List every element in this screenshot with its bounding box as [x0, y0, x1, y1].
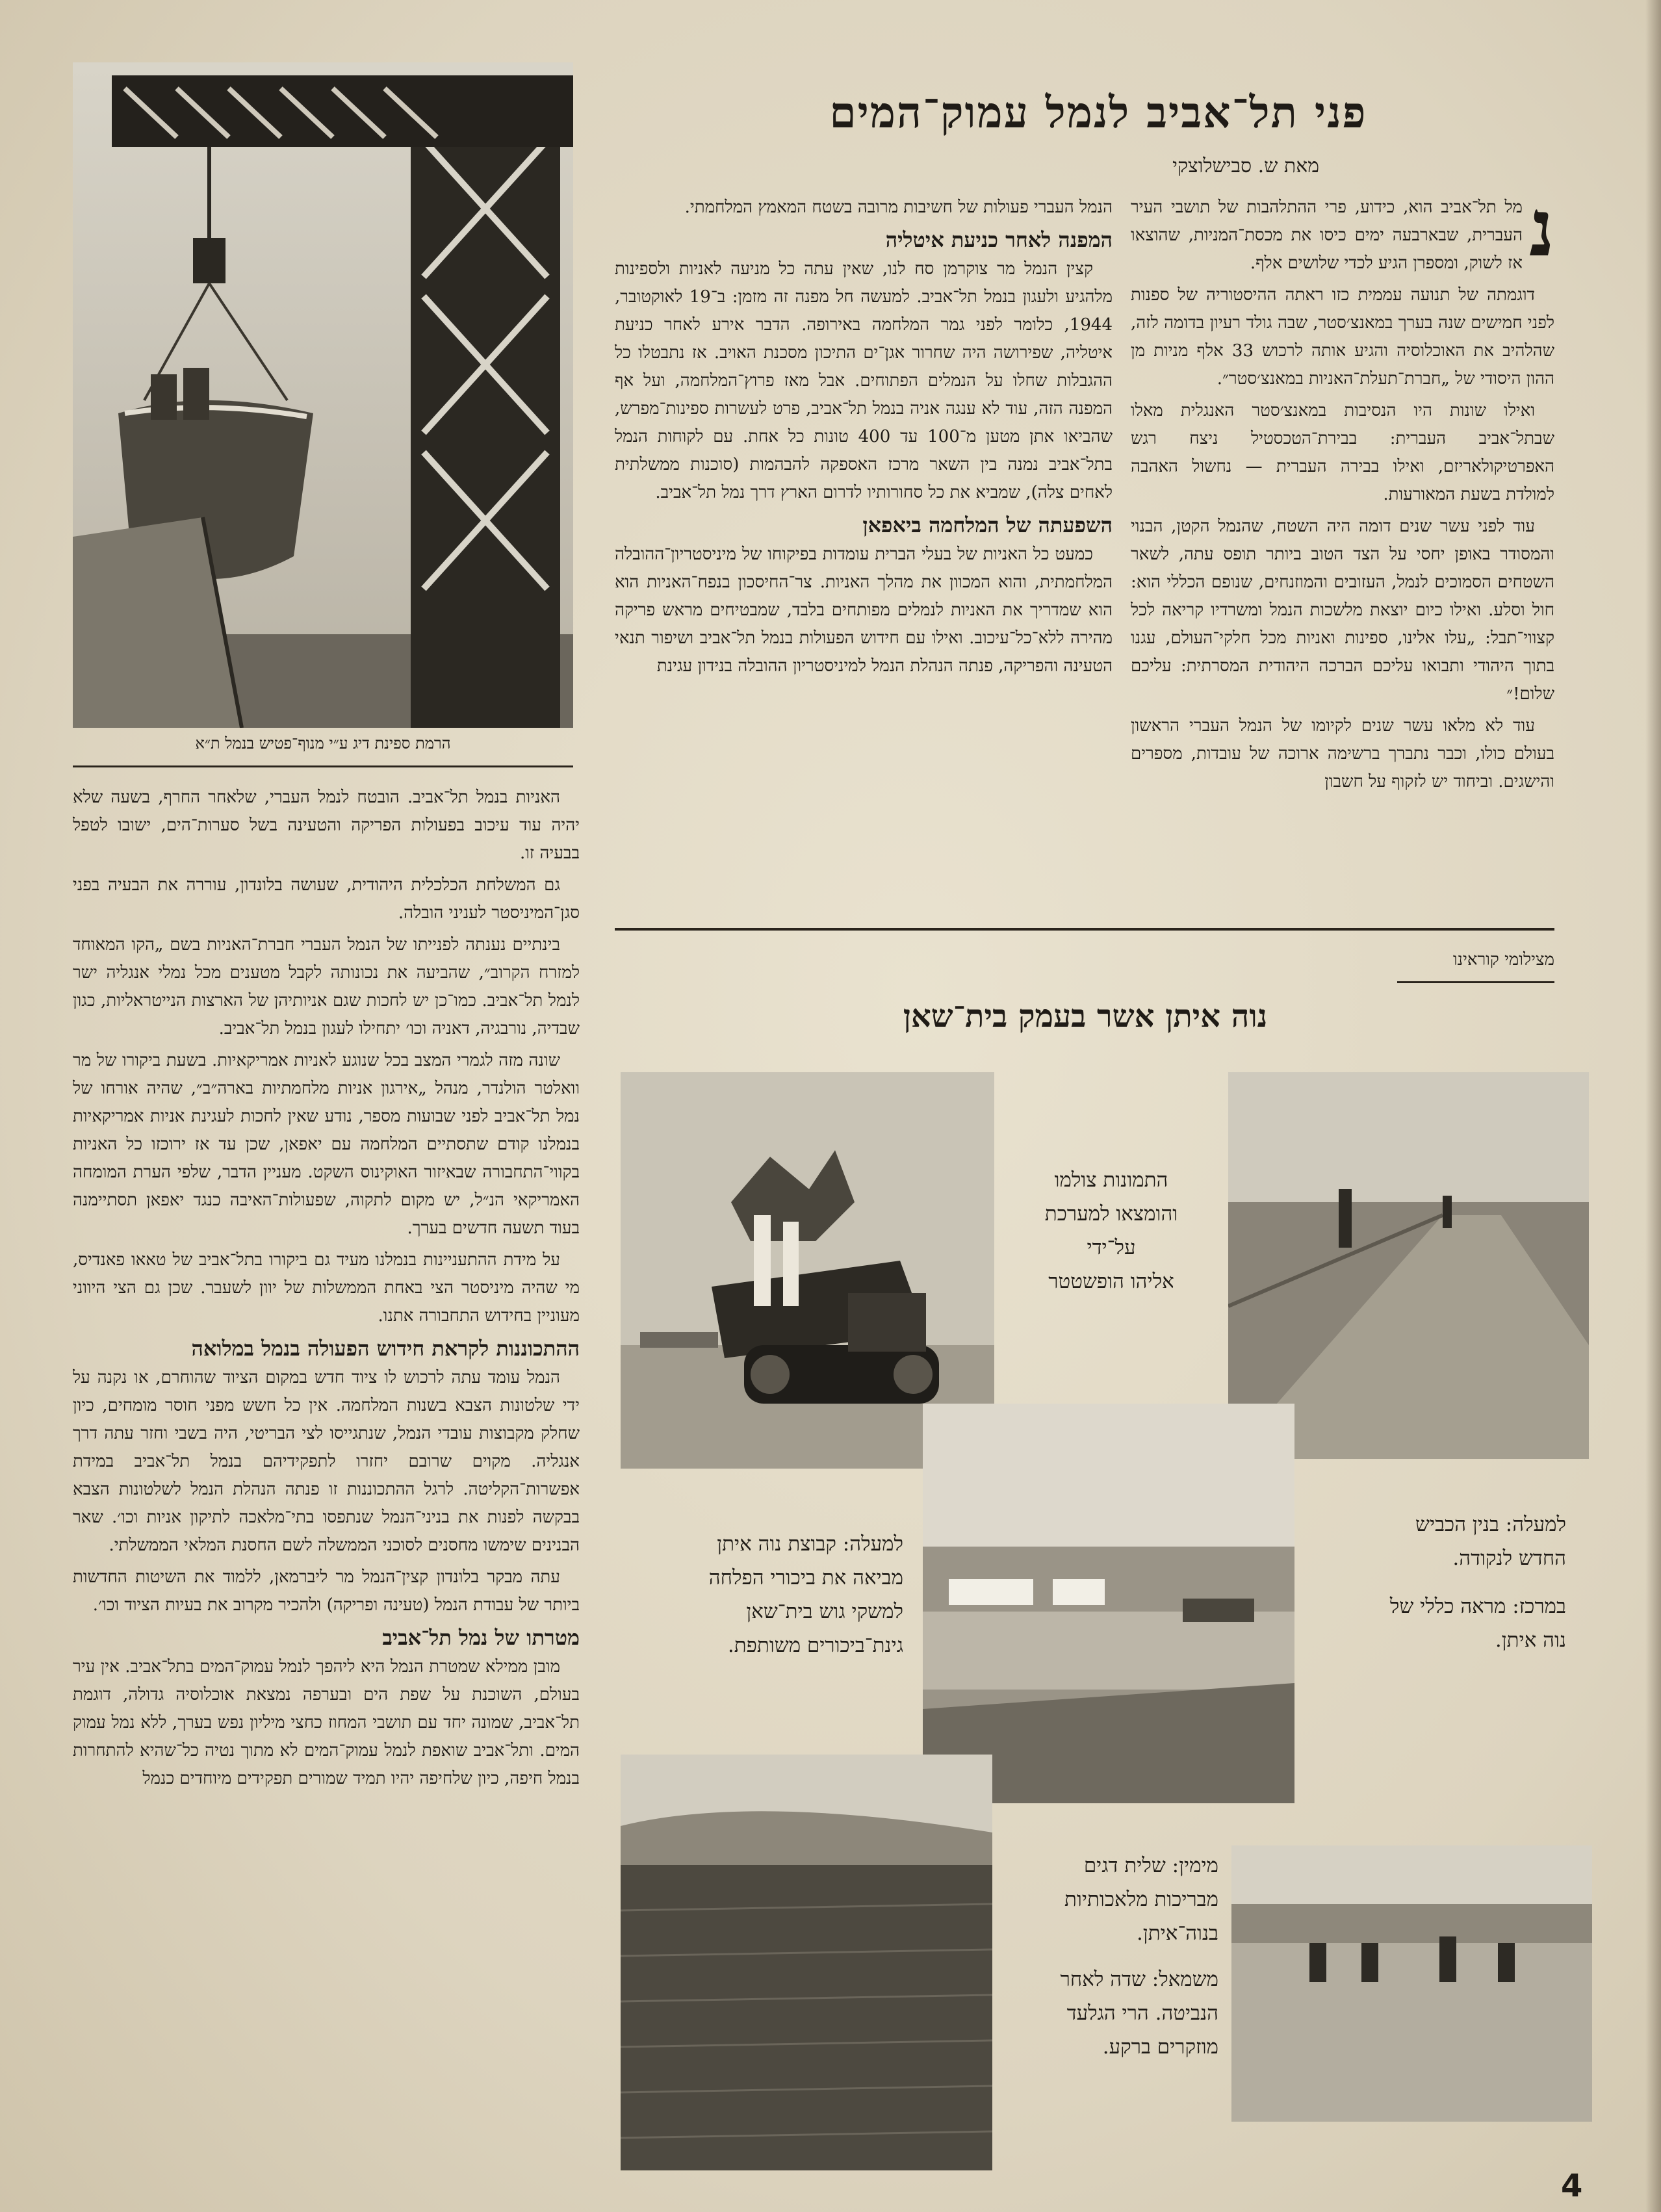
subheading: השפעתה של המלחמה ביאפאן	[862, 513, 1113, 537]
caption-line: מימין: שלית דגים	[1083, 1854, 1218, 1877]
paragraph: עוד לא מלאו עשר שנים לקיומו של הנמל העברי הראשון בעולם כולו, וכבר נתברך ברשימה ארוכה של עובדות, מספרים והישגים. וביחוד יש לזקוף על חשבון	[1131, 716, 1554, 791]
caption-line: על־ידי	[1087, 1236, 1136, 1259]
fishing-photo-caption	[1011, 1849, 1218, 1953]
caption-line: נוה איתן.	[1495, 1628, 1566, 1652]
caption-line: הנביטה. הרי הגלעד	[1066, 2001, 1218, 2025]
page-curl-shadow	[1645, 0, 1661, 2212]
article-column-middle	[615, 194, 1113, 921]
article-headline: פני תל־אביב לנמל עמוק־המים	[829, 87, 1367, 138]
settlement-photo-image	[923, 1404, 1294, 1803]
road-photo-caption	[1306, 1508, 1566, 1579]
settlement-photo-caption	[1306, 1589, 1566, 1661]
paragraph: בינתיים נענתה לפנייתו של הנמל העברי חברת־האניות בשם „הקו המאוחד למזרח הקרוב״, שהביעה את נכונותה לקבל מטענים מכל נמלי אנגליה ישר לנמל תל־אביב. כמו־כן יש לחכות שגם אניותיהן של הארצות הנייטראליות, כגון שבדיה, נורבגיה, דאניה וכו׳ יתחילו לעגון בנמל תל־אביב.	[73, 935, 580, 1038]
paragraph: על מידת ההתעניינות בנמלנו מעיד גם ביקורו בתל־אביב של טאאו פאנדיס, מי שהיה מיניסטר הצי באחת הממשלות של יוון לשעבר. שכן גם הצי היווני מעוניין בחידוש התחבורה אתנו.	[73, 1250, 580, 1326]
article-column-left	[73, 784, 580, 2208]
crane-caption-rule	[73, 765, 573, 767]
caption-line: החדש לנקודה.	[1452, 1547, 1566, 1570]
paragraph: עוד לפני עשר שנים דומה היה השטח, שהנמל הקטן, הבנוי והמסודר באופן יחסי על הצד הטוב ביותר תופס עתה, לשאר השטחים הסמוכים לנמל, העזובים והמוזנחים, שנופם הכללי הוא: חול וסלע. ואילו כיום יוצאת מלשכות הנמל ומשרדיו קריאה לכל קצווי־תבל: „עלו אלינו, ספינות ואניות מכל חלקי־העולם, עגנו בתוך היהודי ותבואו עליכם הברכה היהודית המסרתית: עליכם שלום!״	[1131, 517, 1554, 704]
caption-line: למעלה: בנין הכביש	[1415, 1513, 1566, 1536]
photo-credit-caption	[1004, 1163, 1218, 1306]
caption-line: גינת־ביכורים משותפת.	[727, 1634, 903, 1657]
caption-line: במרכז: מראה כללי של	[1389, 1595, 1566, 1618]
paragraph: גם המשלחת הכלכלית היהודית, שעושה בלונדון, עוררה את הבעיה בפני סגן־המיניסטר לעניני הובלה.	[73, 875, 580, 923]
paragraph: דוגמתה של תנועה עממית כזו ראתה ההיסטוריה של ספנות לפני חמישים שנה בערך במאנצ׳סטר, שבה גולד רעיון בדומה לזה, שהלהיב את האוכלוסיה והגיע אותה לרכוש 33 אלף מניות מן ההון היסודי של „חברת־תעלת־האניות במאנצ׳סטר״.	[1131, 285, 1554, 389]
fishing-photo-image	[1231, 1845, 1592, 2122]
subheading: ההתכוננות לקראת חידוש הפעולה בנמל במלואה	[191, 1336, 580, 1361]
crane-photo-caption: הרמת ספינת דיג ע״י מנוף־פטיש בנמל ת״א	[195, 734, 451, 752]
caption-line: אליהו הופשטטר	[1048, 1270, 1174, 1293]
paragraph: שונה מזה לגמרי המצב בכל שנוגע לאניות אמריקאיות. בשעת ביקורו של מר וואלטר הולנדר, מנהל „אירגון אניות מלחמתיות בארה״ב״, שהיה אורחו של נמל תל־אביב לפני שבועות מספר, נודע שאין לחכות לעגינת אניות אמריקאיות בנמלנו קודם שתסתיים המלחמה עם יאפאן, שכן עד אז ירוכזו כל האניות בקווי־התחבורה שבאיזור האוקינוס השקט. מעניין הדבר, שלפי הערת המומחה האמריקאי הנ״ל, יש מקום לתקוה, שפעולות־האיבה כנגד יאפאן תסתיימנה בעוד תשעה חדשים בערך.	[73, 1051, 580, 1238]
crane-photo-image	[73, 62, 573, 728]
road-photo-image	[1228, 1072, 1589, 1459]
article-byline: מאת ש. סבישלוצקי	[1172, 155, 1319, 177]
field-photo	[621, 1755, 992, 2170]
tractor-photo-caption	[624, 1527, 903, 1670]
caption-line: מביאה את ביכורי הפלחה	[708, 1566, 903, 1589]
caption-line: התמונות צולמו	[1054, 1168, 1168, 1192]
article-column-right	[1131, 194, 1554, 921]
photo-section-title: נוה איתן אשר בעמק בית־שאן	[903, 998, 1268, 1035]
paragraph: ואילו שונות היו הנסיבות במאנצ׳סטר האנגלית מאלו שבתל־אביב העברית: בבירת־הטכסטיל ניצח רגש האפרטיקולאריזם, ואילו בבירה העברית — נחשול האהבה למולדת בשעת המאורעות.	[1131, 401, 1554, 504]
paragraph: מל תל־אביב הוא, כידוע, פרי ההתלהבות של תושבי העיר העברית, שבארבעה ימים כיסו את מכסת־המניות, שהוצאו אז לשוק, ומספרן הגיע לכדי שלושים אלף.	[1131, 198, 1523, 273]
caption-line: למשקי גוש בית־שאן	[746, 1600, 903, 1623]
caption-line: והומצאו למערכת	[1044, 1202, 1178, 1226]
paragraph: כמעט כל האניות של בעלי הברית עומדות בפיקוחו של מיניסטריון־ההובלה המלחמתית, והוא המכוון את מהלך האניות. צר־החיסכון בנפח־האניות הוא הוא שמדריך את האניות לנמלים מפותחים בלבד, שמבטיחים מראש פריקה מהירה ללא־כל־עיכוב. ואילו עם חידוש הפעולות בנמל תל־אביב ושיפור תנאי הטעינה והפריקה, פנתה הנהלת הנמל למיניסטריון ההובלה בנידון עגינת	[615, 545, 1113, 676]
caption-line: בנוה־איתן.	[1136, 1922, 1218, 1945]
dropcap-letter: נ	[1528, 194, 1554, 274]
photo-section-credit: מצילומי קוראינו	[1397, 950, 1554, 983]
caption-line: מוזקרים ברקע.	[1102, 2035, 1218, 2059]
caption-line: משמאל: שדה לאחר	[1060, 1968, 1218, 1991]
page-number: 4	[1561, 2168, 1583, 2204]
settlement-photo	[923, 1404, 1294, 1803]
paragraph: מובן ממילא שמטרת הנמל היא ליהפך לנמל עמוק־המים בתל־אביב. אין עיר בעולם, השוכנת על שפת הים ובערפה נמצאת אוכלוסיה גדולה, דוגמת תל־אביב, שמונה יחד עם תושבי המחוז כחצי מיליון נפש בערך, ללא נמל עמוק המים. ותל־אביב שואפת לנמל עמוק־המים לא מתוך נטיה כל־שהיא להתחרות בנמל חיפה, כיון שלחיפה יהיו תמיד שמורים תפקידים מיוחדים כנמל	[73, 1657, 580, 1788]
subheading: מטרתו של נמל תל־אביב	[382, 1625, 580, 1650]
field-photo-caption	[1011, 1962, 1218, 2066]
paragraph: קצין הנמל מר צוקרמן סח לנו, שאין עתה כל מניעה לאניות ולספינות מלהגיע ולעגון בנמל תל־אביב. למעשה חל מפנה זה מזמן: ב־19 לאוקטובר, 1944, כלומר לפני גמר המלחמה באירופה. הדבר אירע לאחר כניעת איטליה, שפירושה היה שחרור אגן־ים התיכון מסכנת האויב. אז נתבטלו כל ההגבלות שחלו על הנמלים הפתוחים. אבל מאז פרוץ־המלחמה, ועל אף המפנה הזה, עוד לא ענגה אניה בנמל תל־אביב, פרט לעשרות ספינות־מפרש, שהביאו אתן מטען מ־100 עד 400 טונות כל אחת. עם לקוחות הנמל בתל־אביב נמנה בין השאר מרכז האספקה להבהמות (סוכנות ממשלתית לאחים צלה), שמביא את כל סחורותיו לדרום הארץ דרך נמל תל־אביב.	[615, 259, 1113, 502]
paragraph: הנמל עומד עתה לרכוש לו ציוד חדש במקום הציוד שהוחרם, או נקנה על ידי שלטונות הצבא בשנות המלחמה. אין כל חשש מפני חוסר מומחים, כיון שחלק מקבוצות עובדי הנמל, שנתגייסו לצי הבריטי, היה בשבי וחזר עתה דרך אנגליה. מקוים שרובם יחזרו לתפקידיהם בנמל תל־אביב במידת אפשרות־הקליטה. לרגל ההתכוננות זו פנתה הנהלת הנמל לשלטונות הצבא בבקשה לפנות את בניני־הנמל שנתפסו בתי־מלאכה לתיקון אניות וכו׳. שאר הבנינים שימשו מחסנים לסוכני הממשלה לשם החסנת המלאי הממשלתי.	[73, 1368, 580, 1555]
subheading: המפנה לאחר כניעת איטליה	[885, 227, 1113, 252]
road-photo	[1228, 1072, 1589, 1459]
caption-line: למעלה: קבוצת נוה איתן	[717, 1532, 903, 1556]
paragraph: הנמל העברי פעולות של חשיבות מרובה בשטח המאמץ המלחמתי.	[684, 198, 1113, 217]
fishing-photo	[1231, 1845, 1592, 2122]
section-divider	[615, 928, 1554, 931]
crane-photo	[73, 62, 573, 728]
caption-line: מבריכות מלאכותיות	[1064, 1888, 1218, 1911]
field-photo-image	[621, 1755, 992, 2170]
paragraph: עתה מבקר בלונדון קצין־הנמל מר ליברמאן, ללמוד את השיטות החדשות ביותר של עבודת הנמל (טעינה ופריקה) ולהכיר מקרוב את בעיות הציוד וכו׳.	[73, 1567, 580, 1615]
paragraph: האניות בנמל תל־אביב. הובטח לנמל העברי, שלאחר החרף, בשעה שלא יהיה עוד עיכוב בפעולות הפריקה והטעינה בשל סערות־הים, ישובו לטפל בבעיה זו.	[73, 788, 580, 863]
